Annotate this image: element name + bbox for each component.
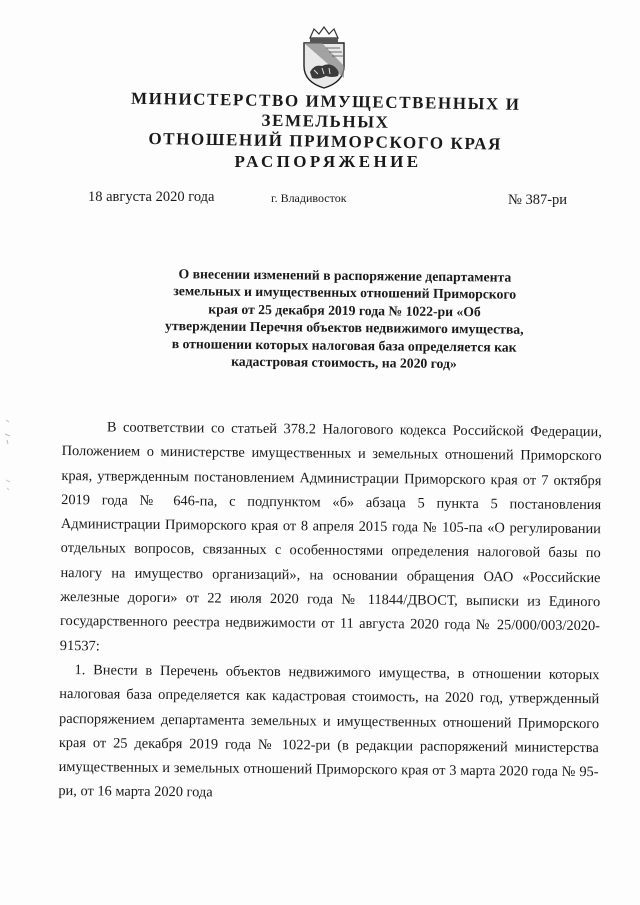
document-date: 18 августа 2020 года <box>88 189 215 205</box>
document-body <box>58 415 602 809</box>
document-subject <box>159 265 530 373</box>
subject-line: О внесении изменений в распоряжение департамента <box>178 266 512 285</box>
coat-of-arms-icon <box>296 26 352 90</box>
preamble-paragraph: В соответствии со статьей 378.2 Налогового кодекса Российской Федерации, Положением о министерстве имущественных и земельных отношений Приморского края, утвержденным постановлением Администрации Приморского края от 7 октября 2019 года № 646-па, с подпунктом «б» абзаца 5 пункта 5 постановления Администрации Приморского края от 8 апреля 2015 года № 105-па «О регулировании отдельных вопросов, связанных с особенностями определения налоговой базы по налогу на имущество организаций», на основании обращения ОАО «Российские железные дороги» от 22 июля 2020 года № 11844/ДВОСТ, выписки из Единого государственного реестра недвижимости от 11 августа 2020 года № 25/000/003/2020-91537: <box>59 419 602 655</box>
document-number: № 387-ри <box>508 192 568 208</box>
subject-line: утверждении Перечня объектов недвижимого имущества, <box>165 318 524 338</box>
document-city: г. Владивосток <box>271 191 347 205</box>
document-type-title: РАСПОРЯЖЕНИЕ <box>234 152 422 171</box>
scan-artifact-marks <box>0 400 20 520</box>
clause-1-paragraph: 1. Внести в Перечень объектов недвижимого имущества, в отношении которых налоговая база определяется как кадастровая стоимость, на 2020 год, утвержденный распоряжением департамента земельных и имущественных отношений Приморского края от 25 декабря 2019 года № 1022-ри (в редакции распоряжений министерства имущественных и земельных отношений Приморского края от 3 марта 2020 года № 95-ри, от 16 марта 2020 года <box>58 662 600 801</box>
subject-line: края от 25 декабря 2019 года № 1022-ри «Об <box>208 301 481 320</box>
subject-line: кадастровая стоимость, на 2020 год» <box>231 353 457 372</box>
subject-line: земельных и имущественных отношений Приморского <box>173 283 517 303</box>
ministry-line-1: МИНИСТЕРСТВО ИМУЩЕСТВЕННЫХ И ЗЕМЕЛЬНЫХ <box>130 88 521 132</box>
ministry-name <box>85 88 566 156</box>
ministry-line-2: ОТНОШЕНИЙ ПРИМОРСКОГО КРАЯ <box>148 128 503 154</box>
subject-line: в отношении которых налоговая база определяется как <box>171 335 517 355</box>
